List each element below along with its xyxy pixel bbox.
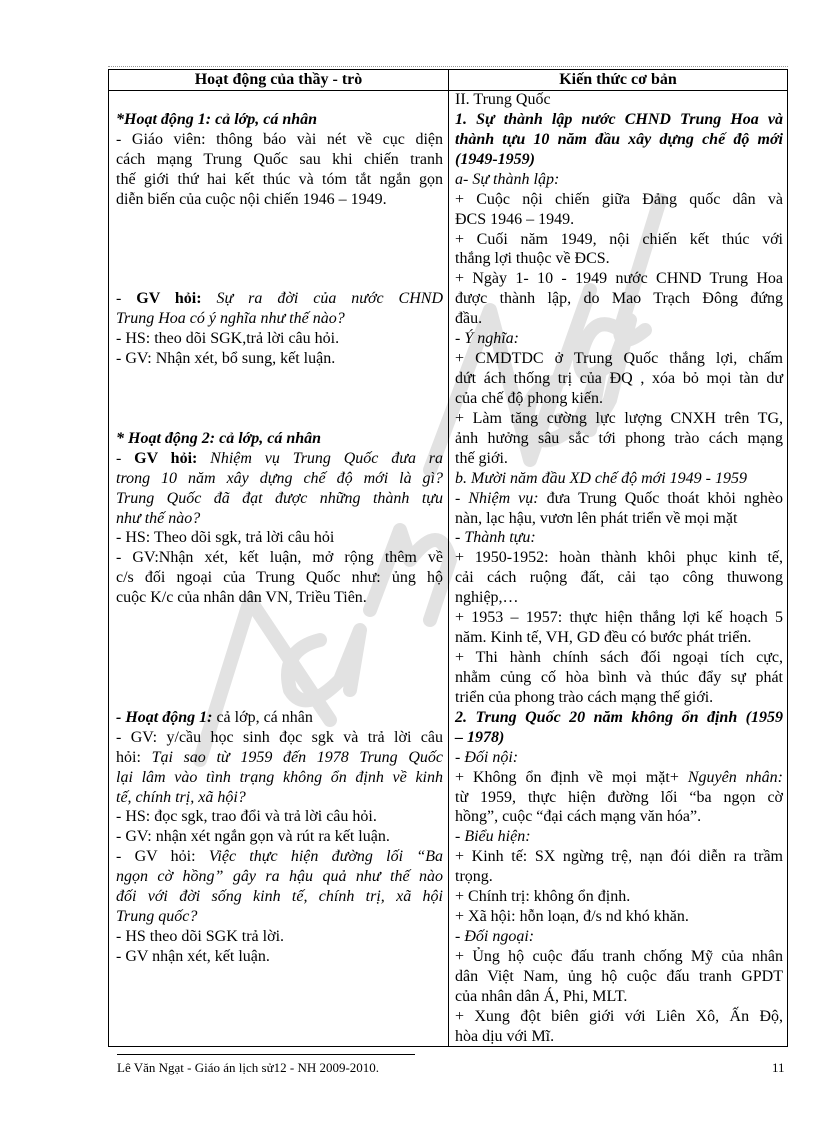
activity-line — [116, 768, 443, 788]
knowledge-line — [455, 708, 783, 728]
text-run: của nhân dân Á, Phi, MLT. — [455, 987, 628, 1005]
activity-line — [116, 489, 443, 509]
activity-line — [116, 788, 443, 808]
text-run: ĐCS 1946 – 1949. — [455, 210, 575, 228]
text-run: ngọn cờ hồng” gây ra hậu quả như thế nào — [116, 868, 443, 886]
knowledge-line — [455, 409, 783, 429]
knowledge-line — [455, 269, 783, 289]
text-run: trong 10 năm xây dựng chế độ mới là gì? — [116, 469, 443, 487]
knowledge-line — [455, 190, 783, 210]
activity-line — [116, 190, 443, 210]
knowledge-line — [455, 309, 783, 329]
knowledge-line — [455, 668, 783, 688]
knowledge-line — [455, 628, 783, 648]
activity-line — [116, 110, 443, 130]
text-run: lại lâm vào tình trạng không ổn định về kinh — [116, 768, 443, 786]
knowledge-line — [455, 827, 783, 847]
knowledge-line — [455, 867, 783, 887]
activity-line — [116, 588, 443, 608]
text-run: *Hoạt động 1: cả lớp, cá nhân — [116, 110, 318, 128]
knowledge-line — [455, 768, 783, 788]
knowledge-line — [455, 170, 783, 190]
knowledge-line — [455, 788, 783, 808]
text-run: trọng. — [455, 868, 493, 886]
text-run: nghiệp,… — [455, 589, 519, 607]
text-run: đối với đời sống kinh tế, chính trị, xã hội — [116, 888, 443, 906]
knowledge-line — [455, 489, 783, 509]
knowledge-line — [455, 967, 783, 987]
text-run: (1949-1959) — [455, 150, 535, 168]
text-run: c/s đối ngoại của Trung Quốc như: ủng hộ — [116, 569, 443, 587]
knowledge-line — [455, 528, 783, 548]
text-run: - HS: theo dõi SGK,trả lời câu hỏi. — [116, 330, 340, 348]
activity-line — [116, 827, 443, 847]
text-run: - Ý nghĩa: — [455, 330, 519, 348]
text-run: hòa dịu với Mĩ. — [455, 1027, 555, 1045]
text-run: thắng lợi thuộc về ĐCS. — [455, 250, 610, 268]
text-run: - — [116, 290, 137, 308]
activity-line — [116, 728, 443, 748]
activity-line — [116, 887, 443, 907]
text-run: + Không ổn định về mọi mặt+ — [455, 768, 688, 786]
knowledge-line — [455, 887, 783, 907]
knowledge-line — [455, 130, 783, 150]
knowledge-line — [455, 907, 783, 927]
knowledge-line — [455, 369, 783, 389]
activity-line — [116, 748, 443, 768]
text-run: 2. Trung Quốc 20 năm không ổn định (1959 — [455, 708, 783, 726]
activity-line — [116, 528, 443, 548]
text-run: + Chính trị: không ổn định. — [455, 888, 631, 906]
text-run: - HS: Theo dõi sgk, trả lời câu hỏi — [116, 529, 335, 547]
text-run: - Đối nội: — [455, 748, 519, 766]
text-run: nhằm củng cố hòa bình và thúc đẩy sự phát — [455, 668, 783, 686]
footer-text: Lê Văn Ngạt - Giáo án lịch sử12 - NH 2009-2010. — [117, 1060, 380, 1075]
text-run: Nguyên nhân: — [687, 768, 784, 786]
text-run: b. Mười năm đầu XD chế độ mới 1949 - 1959 — [455, 469, 747, 487]
text-run: hỏi: — [116, 748, 152, 766]
text-run: cải cách ruộng đất, cải tạo công thuwong — [455, 569, 783, 587]
text-run: - GV hỏi: — [116, 848, 209, 866]
text-run: Sự ra đời của nước CHND — [201, 290, 444, 308]
activity-line — [116, 947, 443, 967]
text-run: tế, chính trị, xã hội? — [116, 788, 246, 806]
text-run: như thế nào? — [116, 509, 201, 527]
text-run: Nhiệm vụ Trung Quốc đưa ra — [197, 449, 443, 467]
knowledge-line — [455, 947, 783, 967]
knowledge-line — [455, 847, 783, 867]
knowledge-line — [455, 329, 783, 349]
text-run: dân Việt Nam, ủng hộ cuộc đấu tranh GPDT — [455, 967, 783, 985]
text-run: được thành lập, do Mao Trạch Đông đứng — [455, 290, 783, 308]
knowledge-line — [455, 1007, 783, 1027]
activity-line — [116, 927, 443, 947]
knowledge-line — [455, 648, 783, 668]
text-run: Trung Hoa có ý nghĩa như thế nào? — [116, 310, 345, 328]
knowledge-line — [455, 728, 783, 748]
column-header-knowledge: Kiến thức cơ bản — [559, 71, 677, 88]
activity-line — [116, 708, 443, 728]
top-dotted-rule — [108, 66, 788, 67]
text-run: cả lớp, cá nhân — [212, 708, 313, 726]
text-run: cuộc K/c của nhân dân VN, Triều Tiên. — [116, 589, 367, 607]
text-run: – 1978) — [455, 728, 505, 746]
text-run: - — [116, 449, 135, 467]
knowledge-line — [455, 688, 783, 708]
knowledge-line — [455, 110, 783, 130]
knowledge-line — [455, 748, 783, 768]
text-run: ảnh hưởng sâu sắc tới phong trào cách mạng — [455, 429, 783, 447]
text-run: + Cuộc nội chiến giữa Đảng quốc dân và — [455, 190, 783, 208]
knowledge-line — [455, 230, 783, 250]
text-run: Trung quốc? — [116, 908, 198, 926]
text-run: - Nhiệm vụ: — [455, 489, 539, 507]
text-run: - GV nhận xét, kết luận. — [116, 947, 270, 965]
text-run: 1. Sự thành lập nước CHND Trung Hoa và — [455, 110, 783, 128]
activity-line — [116, 429, 443, 449]
knowledge-line — [455, 289, 783, 309]
knowledge-line — [455, 807, 783, 827]
column-header-activities: Hoạt động của thầy - trò — [194, 71, 363, 88]
text-run: + Làm tăng cường lực lượng CNXH trên TG, — [455, 409, 783, 427]
text-run: a- Sự thành lập: — [455, 170, 560, 188]
text-run: GV hỏi: — [134, 449, 198, 467]
text-run: thành tựu 10 năm đầu xây dựng chế độ mới — [455, 130, 783, 148]
text-run: thế giới thứ hai kết thúc và tóm tắt ngắn gọn — [116, 170, 443, 188]
text-run: + Ngày 1- 10 - 1949 nước CHND Trung Hoa — [455, 270, 783, 288]
text-run: - Biểu hiện: — [455, 828, 531, 846]
activity-line — [116, 568, 443, 588]
knowledge-line — [455, 150, 783, 170]
activity-line — [116, 847, 443, 867]
text-run: từ 1959, thực hiện đường lối “ba ngọn cờ — [455, 788, 783, 806]
activity-line — [116, 150, 443, 170]
text-run: + Ủng hộ cuộc đấu tranh chống Mỹ của nhân — [455, 947, 783, 965]
text-run: - GV:Nhận xét, kết luận, mở rộng thêm về — [116, 549, 443, 567]
knowledge-line — [455, 249, 783, 269]
activity-line — [116, 867, 443, 887]
text-run: GV hỏi: — [136, 290, 202, 308]
text-run: - Thành tựu: — [455, 529, 536, 547]
text-run: dứt ách thống trị của ĐQ , xóa bỏ mọi tàn dư — [455, 370, 783, 388]
text-run: II. Trung Quốc — [455, 91, 551, 108]
text-run: của chế độ phong kiến. — [455, 389, 603, 407]
activity-line — [116, 170, 443, 190]
text-run: cách mạng Trung Quốc sau khi chiến tranh — [116, 150, 443, 168]
knowledge-line — [455, 429, 783, 449]
text-run: Tại sao từ 1959 đến 1978 Trung Quốc — [151, 748, 443, 766]
text-run: + 1953 – 1957: thực hiện thắng lợi kế hoạch 5 — [455, 609, 783, 627]
column-divider — [448, 70, 449, 1046]
text-run: + Kinh tế: SX ngừng trệ, nạn đói diễn ra trầm — [455, 848, 783, 866]
text-run: Trung Quốc đã đạt được những thành tựu — [116, 489, 443, 507]
knowledge-line — [455, 608, 783, 628]
knowledge-line — [455, 389, 783, 409]
knowledge-line — [455, 1027, 783, 1047]
text-run: - Giáo viên: thông báo vài nét về cục diện — [116, 130, 443, 148]
text-run: nàn, lạc hậu, vươn lên phát triển về mọi mặt — [455, 509, 738, 527]
text-run: + CMDTDC ở Trung Quốc thắng lợi, chấm — [455, 350, 783, 368]
knowledge-line — [455, 509, 783, 529]
footer-rule — [117, 1054, 415, 1055]
text-run: - HS theo dõi SGK trả lời. — [116, 928, 285, 946]
text-run: đưa Trung Quốc thoát khỏi nghèo — [538, 489, 783, 507]
text-run: đầu. — [455, 310, 483, 328]
text-run: thế giới. — [455, 449, 508, 467]
activity-line — [116, 130, 443, 150]
activity-line — [116, 449, 443, 469]
knowledge-line — [455, 90, 783, 110]
text-run: năm. Kinh tế, VH, GD đều có bước phát triển. — [455, 629, 752, 647]
activity-line — [116, 289, 443, 309]
text-run: + Cuối năm 1949, nội chiến kết thúc với — [455, 230, 783, 248]
text-run: diễn biến của cuộc nội chiến 1946 – 1949. — [116, 190, 387, 208]
activity-line — [116, 907, 443, 927]
knowledge-line — [455, 927, 783, 947]
activity-line — [116, 807, 443, 827]
knowledge-line — [455, 568, 783, 588]
text-run: triển của phong trào cách mạng thế giới. — [455, 688, 714, 706]
text-run: + Xung đột biên giới với Liên Xô, Ấn Độ, — [455, 1007, 783, 1025]
activity-line — [116, 349, 443, 369]
text-run: + Xã hội: hỗn loạn, đ/s nd khó khăn. — [455, 908, 689, 926]
text-run: - HS: đọc sgk, trao đổi và trả lời câu hỏi. — [116, 808, 377, 826]
activity-line — [116, 548, 443, 568]
knowledge-line — [455, 210, 783, 230]
knowledge-line — [455, 548, 783, 568]
text-run: - Hoạt động 1: — [116, 708, 213, 726]
text-run: hồng”, cuộc “đại cách mạng văn hóa”. — [455, 808, 702, 826]
text-run: * Hoạt động 2: cả lớp, cá nhân — [116, 429, 322, 447]
knowledge-line — [455, 469, 783, 489]
text-run: - GV: nhận xét ngắn gọn và rút ra kết luận. — [116, 828, 390, 846]
text-run: - Đối ngoại: — [455, 928, 535, 946]
activity-line — [116, 309, 443, 329]
knowledge-line — [455, 449, 783, 469]
text-run: - GV: Nhận xét, bổ sung, kết luận. — [116, 350, 336, 368]
page-number: 11 — [772, 1060, 785, 1075]
knowledge-line — [455, 987, 783, 1007]
text-run: + Thi hành chính sách đối ngoại tích cực, — [455, 649, 783, 667]
knowledge-line — [455, 349, 783, 369]
activity-line — [116, 469, 443, 489]
text-run: + 1950-1952: hoàn thành khôi phục kinh tế, — [455, 549, 783, 567]
text-run: - GV: y/cầu học sinh đọc sgk và trả lời câu — [116, 728, 443, 746]
text-run: Việc thực hiện đường lối “Ba — [208, 848, 443, 866]
knowledge-line — [455, 588, 783, 608]
activity-line — [116, 329, 443, 349]
activity-line — [116, 509, 443, 529]
